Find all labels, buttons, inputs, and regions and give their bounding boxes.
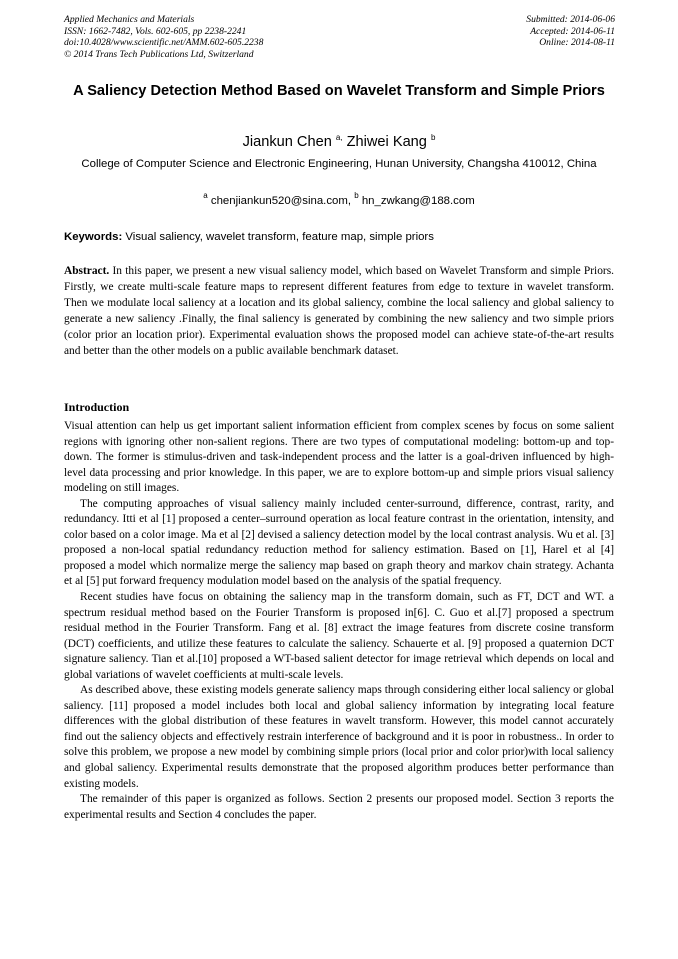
author-mark: a, (335, 133, 343, 142)
email-line (64, 193, 614, 209)
paper-title: A Saliency Detection Method Based on Wavelet Transform and Simple Priors (73, 83, 605, 99)
journal-info (64, 14, 263, 60)
copyright-line: © 2014 Trans Tech Publications Ltd, Switzerland (64, 48, 254, 60)
journal-name: Applied Mechanics and Materials (64, 14, 195, 25)
affiliation: College of Computer Science and Electronic Engineering, Hunan University, Changsha 410012, China (81, 158, 597, 170)
abstract-text: In this paper, we present a new visual saliency model, which based on Wavelet Transform and simple Priors. Firstly, we create multi-scale feature maps to represent different features from edge to texture in wavelet transform. Then we modulate local saliency at a location and its global saliency, combine the local saliency and global saliency to generate a new saliency .Finally, the final saliency is generated by combining the new saliency and two simple priors (color prior an location prior). Experimental evaluation shows the proposed model can achieve state-of-the-art results and better than the other models on a public available benchmark dataset. (64, 265, 614, 357)
email-address: hn_zwkang@188.com (361, 195, 475, 207)
dates-info (526, 14, 615, 49)
email-mark: b (354, 191, 359, 200)
email-mark: a (203, 191, 208, 200)
abstract-label: Abstract. (64, 265, 110, 277)
keywords-text: Visual saliency, wavelet transform, feature map, simple priors (125, 231, 434, 243)
online-date: Online: 2014-08-11 (539, 37, 615, 49)
paragraph: Recent studies have focus on obtaining the saliency map in the transform domain, such as FT, DCT and WT. a spectrum residual method based on the Fourier Transform is proposed in[6]. C. Guo et al.[7] proposed a spectrum residual method in the Fourier Transform. Fang et al. [8] extract the image features from discrete cosine transform (DCT) coefficients, and utilize these features to calculate the saliency. Schauerte et al. [9] proposed a quaternion DCT signature saliency. Tian et al.[10] proposed a WT-based salient detector for image retrieval which depends on local and global variations of wavelet coefficients at multi-scale levels. (64, 591, 614, 681)
paragraph: The remainder of this paper is organized as follows. Section 2 presents our proposed model. Section 3 reports the experimental results and Section 4 concludes the paper. (64, 793, 614, 821)
accepted-date: Accepted: 2014-06-11 (530, 25, 615, 37)
keywords-label: Keywords: (64, 231, 123, 243)
author-name: Jiankun Chen (242, 134, 332, 150)
issn-line: ISSN: 1662-7482, Vols. 602-605, pp 2238-2241 (64, 25, 247, 37)
author-mark: b (430, 133, 436, 142)
author-line (64, 133, 614, 151)
abstract (64, 264, 614, 359)
keywords (64, 229, 614, 245)
author-name: Zhiwei Kang (346, 134, 427, 150)
section-heading-introduction: Introduction (64, 400, 130, 414)
paragraph: The computing approaches of visual saliency mainly included center-surround, difference, contrast, rarity, and redundancy. Itti et al [1] proposed a center–surround operation as local feature contrast in the orientation, intensity, and color based on a color image. Ma et al [2] devised a saliency detection model by the local contrast analysis. Wu et al. [3] proposed a non-local spatial redundancy reduction method for saliency estimation. Based on [1], Harel et al [4] proposed a model which normalize merge the saliency map based on graph theory and markov chain strategy. Achanta et al [5] put forward frequency modulation model based on the analysis of the spatial frequency. (64, 497, 614, 588)
paragraph: Visual attention can help us get important salient information efficient from complex scenes by focus on some salient regions with ignoring other non-salient regions. There are two types of computational modeling: bottom-up and top-down. The former is stimulus-driven and task-independent process and the latter is a goal-driven influenced by high-level data processing and prior knowledge. In this paper, we are to explore bottom-up and simple priors visual saliency modeling on still images. (64, 420, 614, 495)
email-address: chenjiankun520@sina.com, (210, 195, 352, 207)
doi-line: doi:10.4028/www.scientific.net/AMM.602-605.2238 (64, 37, 264, 49)
introduction-body (64, 419, 614, 823)
submitted-date: Submitted: 2014-06-06 (526, 14, 615, 25)
paragraph: As described above, these existing models generate saliency maps through considering either local saliency or global saliency. [11] proposed a model includes both local and global saliency information by integrating local feature differences with the global distribution of these features in wavelt transform. However, this model cannot accurately find out the saliency objects and effectively restrain interference of background and it is poor in robustness.. In order to solve this problem, we propose a new model by combining simple priors (local prior and color prior)with local saliency and global saliency. Experimental results demonstrate that the proposed algorithm produces better performance than existing models. (64, 684, 614, 790)
